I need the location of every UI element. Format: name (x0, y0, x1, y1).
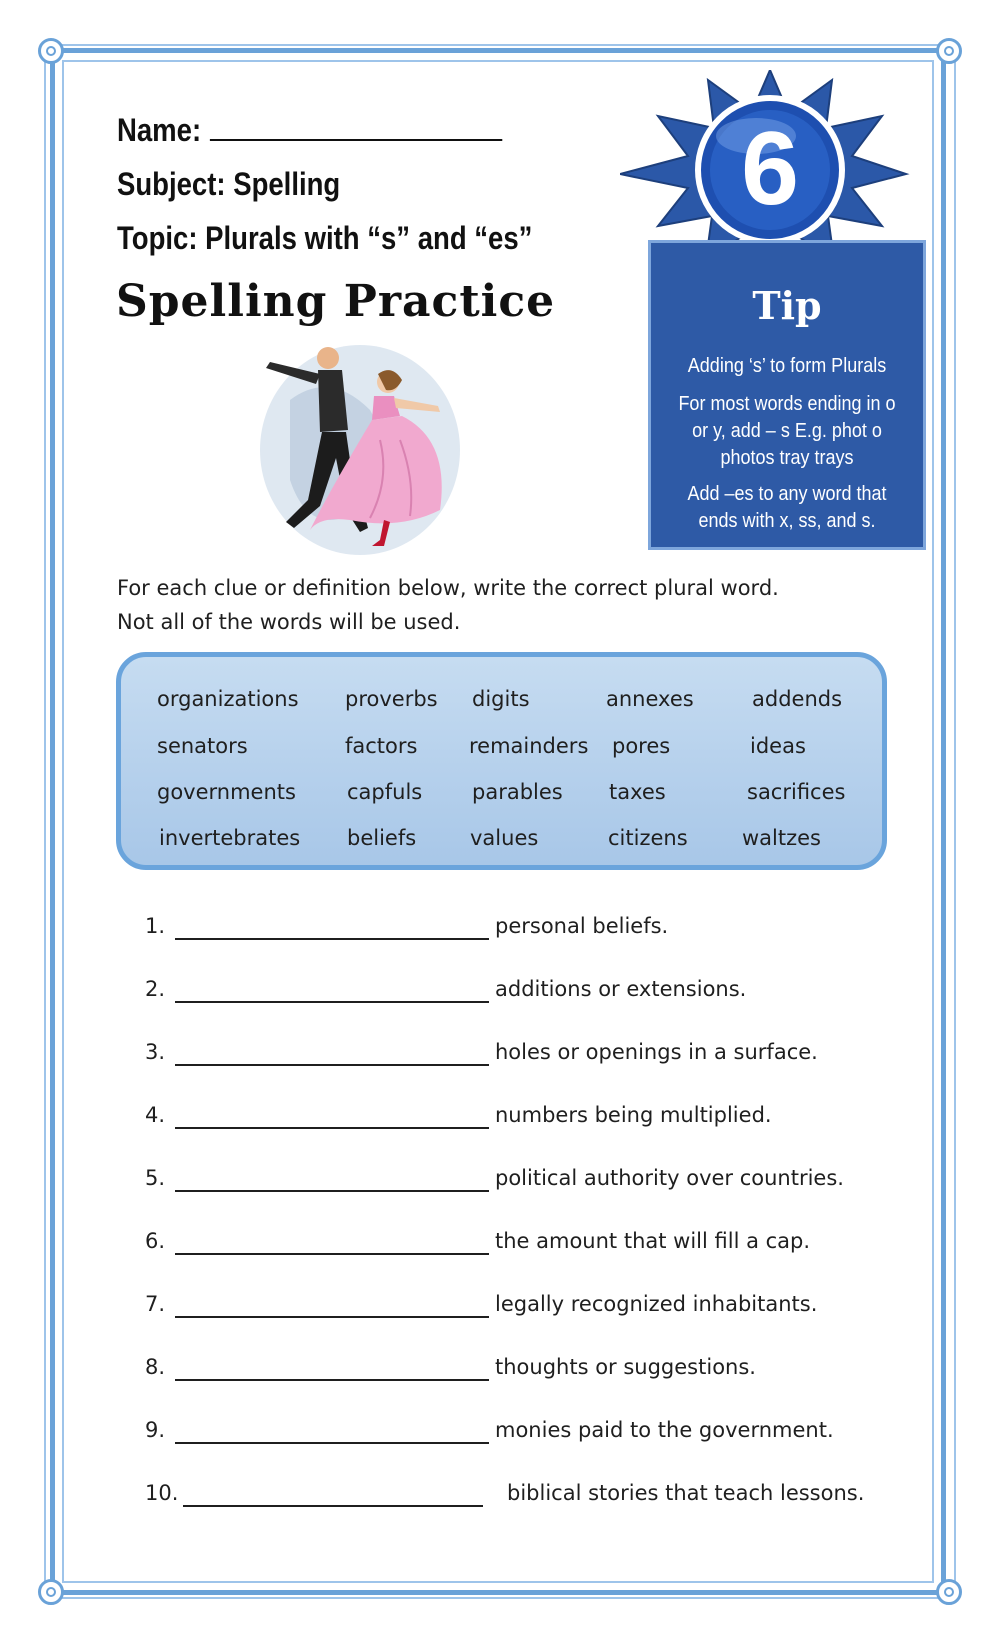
answer-blank[interactable] (175, 1127, 489, 1129)
tip-title: Tip (752, 283, 822, 328)
answer-blank[interactable] (175, 1316, 489, 1318)
word-bank-item: citizens (608, 826, 688, 850)
word-bank-item: remainders (469, 734, 589, 758)
word-bank-item: beliefs (347, 826, 417, 850)
word-bank-item: waltzes (742, 826, 821, 850)
question-number: 9. (145, 1418, 166, 1442)
corner-ornament-icon (38, 38, 64, 64)
page-title: Spelling Practice (116, 276, 556, 327)
question-number: 7. (145, 1292, 166, 1316)
badge-number: 6 (741, 111, 799, 227)
question-number: 3. (145, 1040, 166, 1064)
topic-line: Topic: Plurals with “s” and “es” (117, 220, 533, 256)
word-bank (116, 652, 887, 870)
word-bank-item: annexes (606, 687, 694, 711)
word-bank-item: taxes (609, 780, 666, 804)
answer-blank[interactable] (175, 1442, 489, 1444)
answer-blank[interactable] (175, 1379, 489, 1381)
word-bank-item: governments (157, 780, 296, 804)
question-clue: holes or openings in a surface. (495, 1040, 818, 1064)
question-clue: the amount that will fill a cap. (495, 1229, 811, 1253)
word-bank-item: invertebrates (159, 826, 301, 850)
tip-line-1: Adding ‘s’ to form Plurals (687, 355, 887, 377)
question-number: 5. (145, 1166, 166, 1190)
question-number: 10. (145, 1481, 179, 1505)
question-number: 2. (145, 977, 166, 1001)
answer-blank[interactable] (175, 1064, 489, 1066)
question-clue: additions or extensions. (495, 977, 747, 1001)
word-bank-item: addends (752, 687, 843, 711)
question-number: 8. (145, 1355, 166, 1379)
question-clue: political authority over countries. (495, 1166, 844, 1190)
tip-line-3: Add –es to any word that ends with x, ss, and s. (687, 483, 887, 532)
number-badge-icon (620, 70, 920, 260)
corner-ornament-icon (936, 38, 962, 64)
border-bottom-line (44, 1597, 952, 1599)
instruction-line-1: For each clue or definition below, write the correct plural word. (117, 576, 779, 600)
question-number: 6. (145, 1229, 166, 1253)
word-bank-item: organizations (157, 687, 299, 711)
word-bank-item: senators (157, 734, 248, 758)
man-head (317, 347, 339, 369)
word-bank-item: capfuls (347, 780, 423, 804)
border-right-line (954, 42, 956, 1601)
tip-panel (648, 240, 926, 550)
question-clue: personal beliefs. (495, 914, 669, 938)
dancers-illustration (250, 340, 470, 570)
border-left-line (44, 42, 46, 1601)
question-clue: legally recognized inhabitants. (495, 1292, 818, 1316)
subject-line: Subject: Spelling (117, 166, 341, 202)
word-bank-item: proverbs (345, 687, 438, 711)
question-clue: numbers being multiplied. (495, 1103, 772, 1127)
word-bank-item: ideas (750, 734, 806, 758)
word-bank-item: values (470, 826, 539, 850)
instruction-line-2: Not all of the words will be used. (117, 610, 461, 634)
name-field[interactable] (117, 112, 502, 149)
question-clue: thoughts or suggestions. (495, 1355, 756, 1379)
word-bank-item: sacrifices (747, 780, 846, 804)
word-bank-item: parables (472, 780, 563, 804)
border-top-line (44, 44, 952, 46)
name-label: Name: (117, 112, 202, 148)
answer-blank[interactable] (183, 1505, 483, 1507)
word-bank-item: pores (612, 734, 671, 758)
word-bank-item: factors (345, 734, 418, 758)
corner-ornament-icon (936, 1579, 962, 1605)
answer-blank[interactable] (175, 938, 489, 940)
question-clue: monies paid to the government. (495, 1418, 834, 1442)
word-bank-item: digits (472, 687, 530, 711)
answer-blank[interactable] (175, 1001, 489, 1003)
question-number: 4. (145, 1103, 166, 1127)
tip-line-2: For most words ending in o or y, add – s E.g. phot o photos tray trays (678, 393, 896, 469)
answer-blank[interactable] (175, 1190, 489, 1192)
corner-ornament-icon (38, 1579, 64, 1605)
question-clue: biblical stories that teach lessons. (507, 1481, 865, 1505)
question-number: 1. (145, 914, 166, 938)
answer-blank[interactable] (175, 1253, 489, 1255)
name-blank-line[interactable] (210, 113, 502, 141)
